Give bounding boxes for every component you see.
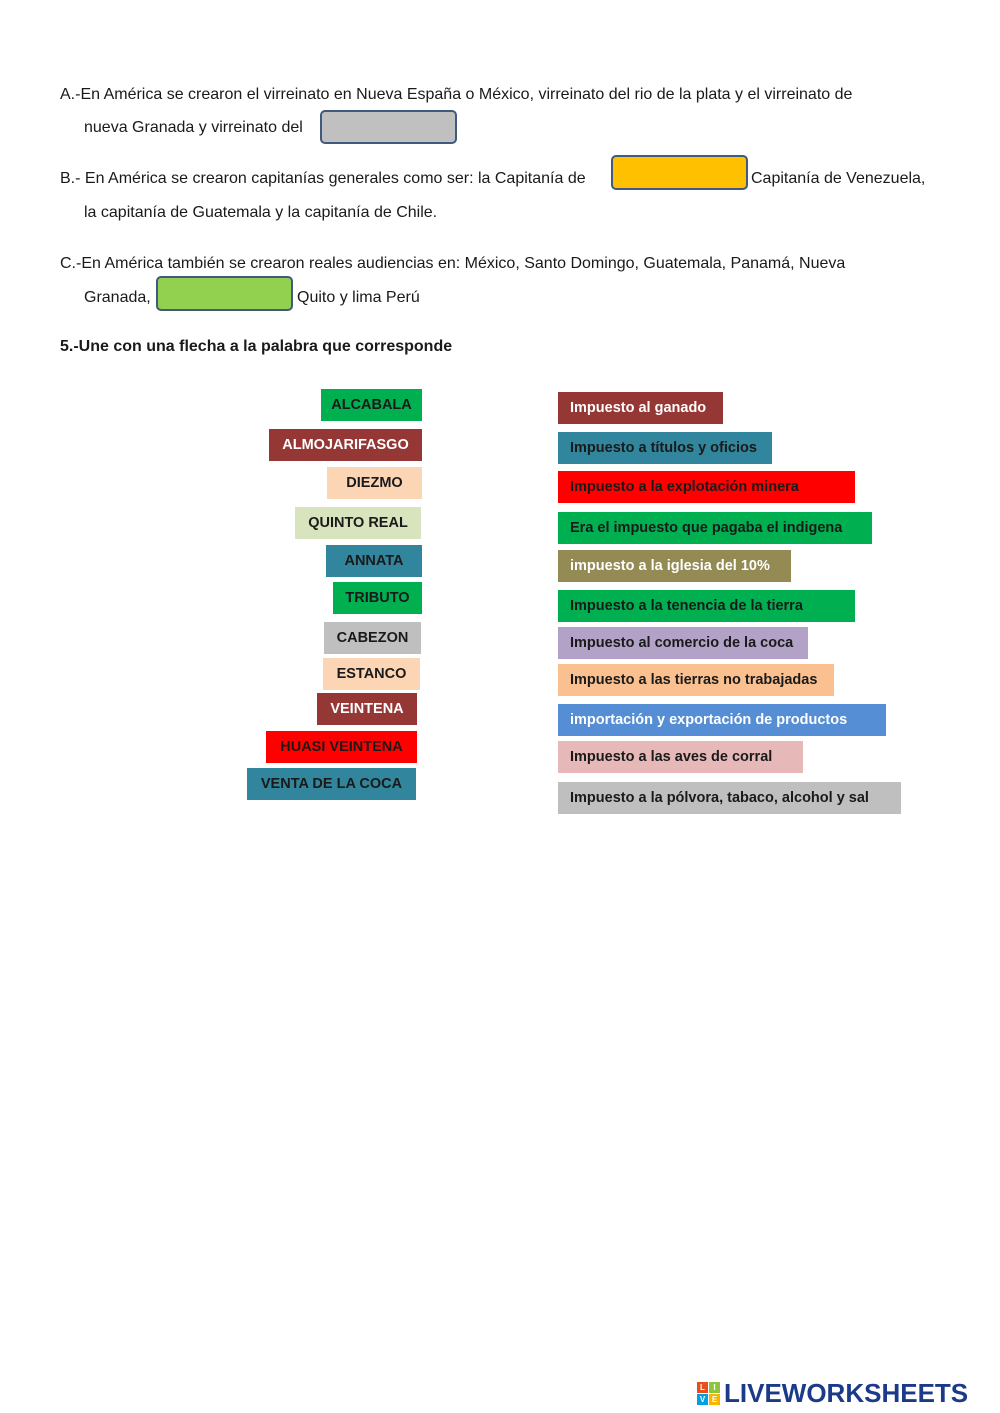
answer-blank-b[interactable] (611, 155, 748, 190)
liveworksheets-logo (697, 1378, 968, 1408)
sentence-a-line-2: nueva Granada y virreinato del (84, 119, 303, 136)
term-label: TRIBUTO (345, 590, 410, 606)
definition-chip[interactable] (558, 704, 886, 736)
definition-label: Era el impuesto que pagaba el indigena (570, 520, 843, 536)
definition-chip[interactable] (558, 550, 791, 582)
term-chip[interactable] (326, 545, 422, 577)
definition-label: impuesto a la iglesia del 10% (570, 558, 770, 574)
sentence-a-line-1: A.-En América se crearon el virreinato en Nueva España o México, virreinato del rio de la plata y el virreinato de (60, 86, 853, 103)
liveworksheets-logo-icon: L I V E (697, 1382, 720, 1405)
definition-label: Impuesto a títulos y oficios (570, 440, 757, 456)
sentence-b-line-1-before: B.- En América se crearon capitanías generales como ser: la Capitanía de (60, 170, 586, 187)
term-label: CABEZON (336, 630, 409, 646)
definition-chip[interactable] (558, 741, 803, 773)
sentence-b-line-2: la capitanía de Guatemala y la capitanía de Chile. (84, 204, 438, 221)
definition-label: Impuesto al comercio de la coca (570, 635, 794, 651)
term-label: VENTA DE LA COCA (260, 776, 403, 792)
definition-label: Impuesto al ganado (570, 400, 707, 416)
term-chip[interactable] (321, 389, 422, 421)
definition-chip[interactable] (558, 627, 808, 659)
term-chip[interactable] (323, 658, 420, 690)
term-label: DIEZMO (346, 475, 403, 491)
sentence-c-line-2-after: Quito y lima Perú (297, 289, 420, 306)
term-label: VEINTENA (330, 701, 404, 717)
term-chip[interactable] (333, 582, 422, 614)
sentence-c-line-1: C.-En América también se crearon reales audiencias en: México, Santo Domingo, Guatemala, Panamá, Nueva (60, 255, 846, 272)
definition-label: Impuesto a la explotación minera (570, 479, 799, 495)
definition-chip[interactable] (558, 392, 723, 424)
definition-label: importación y exportación de productos (570, 712, 848, 728)
definition-label: Impuesto a las tierras no trabajadas (570, 672, 818, 688)
section-5-heading: 5.-Une con una flecha a la palabra que corresponde (60, 338, 453, 355)
term-chip[interactable] (317, 693, 417, 725)
term-chip[interactable] (295, 507, 421, 539)
sentence-c-line-2-before: Granada, (84, 289, 151, 306)
term-chip[interactable] (269, 429, 422, 461)
definition-chip[interactable] (558, 590, 855, 622)
definition-chip[interactable] (558, 782, 901, 814)
term-label: ALMOJARIFASGO (282, 437, 409, 453)
definition-chip[interactable] (558, 432, 772, 464)
definition-label: Impuesto a las aves de corral (570, 749, 773, 765)
sentence-b-line-1-after: Capitanía de Venezuela, (751, 170, 926, 187)
definition-label: Impuesto a la pólvora, tabaco, alcohol y sal (570, 790, 869, 806)
term-chip[interactable] (266, 731, 417, 763)
term-chip[interactable] (324, 622, 421, 654)
answer-blank-c[interactable] (156, 276, 293, 311)
term-chip[interactable] (247, 768, 416, 800)
liveworksheets-logo-text: LIVEWORKSHEETS (724, 1377, 969, 1408)
term-label: ESTANCO (336, 666, 407, 682)
term-label: ALCABALA (331, 397, 412, 413)
term-label: ANNATA (344, 553, 404, 569)
term-chip[interactable] (327, 467, 422, 499)
definition-chip[interactable] (558, 664, 834, 696)
definition-chip[interactable] (558, 512, 872, 544)
definition-chip[interactable] (558, 471, 855, 503)
term-label: QUINTO REAL (308, 515, 408, 531)
term-label: HUASI VEINTENA (280, 739, 403, 755)
definition-label: Impuesto a la tenencia de la tierra (570, 598, 803, 614)
answer-blank-a[interactable] (320, 110, 457, 144)
